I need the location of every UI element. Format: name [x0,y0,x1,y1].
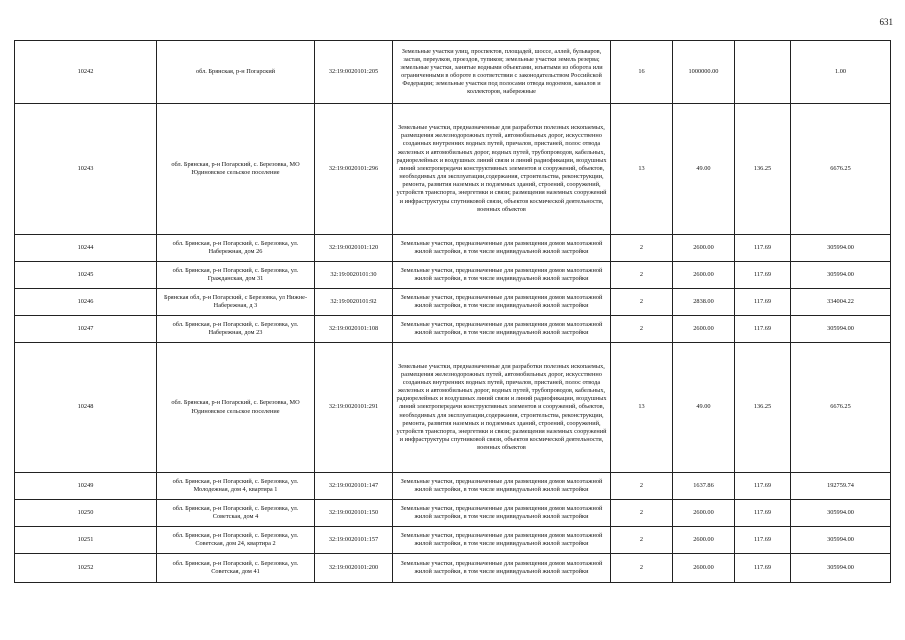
table-row [15,235,891,262]
cadastral-value-cell: 305994.00 [791,527,891,554]
area-cell: 2600.00 [673,262,735,289]
row-number: 10251 [15,527,157,554]
cadastral-number-cell: 32:19:0020101:92 [315,289,393,316]
rate-cell: 117.69 [735,316,791,343]
land-use-cell: Земельные участки, предназначенные для размещения домов малоэтажной жилой застройки, в том числе индивидуальной жилой застройки [393,235,611,262]
rate-cell [735,41,791,104]
land-use-cell: Земельные участки, предназначенные для размещения домов малоэтажной жилой застройки, в том числе индивидуальной жилой застройки [393,289,611,316]
cadastral-number-cell: 32:19:0020101:291 [315,343,393,473]
address-cell: обл. Брянская, р-н Погарский [157,41,315,104]
group-code-cell: 2 [611,500,673,527]
table-row [15,262,891,289]
area-cell: 2600.00 [673,316,735,343]
cadastral-number-cell: 32:19:0020101:30 [315,262,393,289]
rate-cell: 136.25 [735,343,791,473]
area-cell: 1000000.00 [673,41,735,104]
area-cell: 2600.00 [673,500,735,527]
cadastral-value-cell: 1.00 [791,41,891,104]
row-number: 10244 [15,235,157,262]
table-row [15,343,891,473]
group-code-cell: 2 [611,235,673,262]
group-code-cell: 2 [611,473,673,500]
address-cell: обл. Брянская, р-н Погарский, с. Березовка, ул. Набережная, дом 23 [157,316,315,343]
cadastral-value-cell: 6676.25 [791,343,891,473]
cadastral-value-cell: 192759.74 [791,473,891,500]
area-cell: 2838.00 [673,289,735,316]
row-number: 10249 [15,473,157,500]
table-row [15,41,891,104]
row-number: 10250 [15,500,157,527]
land-use-cell: Земельные участки улиц, проспектов, площадей, шоссе, аллей, бульваров, застав, переулков, проездов, тупиков; земельные участки земель резерва; земельные участки, занятые водными объектами, изъятыми из оборота или ограниченными в обороте в соответствии с законодательством Российской Федерации; земельные участки под полосами отвода водоемов, каналов и коллекторов, набережные [393,41,611,104]
address-cell: обл. Брянская, р-н Погарский, с. Березовка, ул. Советская, дом 4 [157,500,315,527]
rate-cell: 117.69 [735,473,791,500]
group-code-cell: 2 [611,554,673,583]
table-row [15,554,891,583]
table-row [15,316,891,343]
cadastral-value-cell: 305994.00 [791,316,891,343]
address-cell: Брянская обл, р-н Погарский, с Березовка, ул Нижне-Набережная, д 3 [157,289,315,316]
group-code-cell: 2 [611,316,673,343]
cadastral-value-cell: 305994.00 [791,262,891,289]
group-code-cell: 13 [611,104,673,235]
rate-cell: 117.69 [735,554,791,583]
page-number: 631 [879,17,893,27]
rate-cell: 117.69 [735,262,791,289]
land-use-cell: Земельные участки, предназначенные для разработки полезных ископаемых, размещения железнодорожных путей, автомобильных дорог, искусственно созданных внутренних водных путей, причалов, пристаней, полос отвода железных и автомобильных дорог, водных путей, трубопроводов, кабельных, радиорелейных и воздушных линий связи и линий радиофикации, воздушных линий электропередачи конструктивных элементов и сооружений, объектов, необходимых для эксплуатации,содержания, строительства, реконструкции, ремонта, развития наземных и подземных зданий, строений, сооружений, устройств транспорта, энергетики и связи; размещения наземных сооружений и инфраструктуры спутниковой связи, объектов космической деятельности, военных объектов [393,104,611,235]
group-code-cell: 2 [611,262,673,289]
cadastral-value-table [14,40,891,583]
address-cell: обл. Брянская, р-н Погарский, с. Березовка, МО Юдиновское сельское поселение [157,104,315,235]
address-cell: обл. Брянская, р-н Погарский, с. Березовка, ул. Советская, дом 41 [157,554,315,583]
area-cell: 1637.86 [673,473,735,500]
table-row [15,104,891,235]
rate-cell: 117.69 [735,527,791,554]
area-cell: 49.00 [673,343,735,473]
rate-cell: 117.69 [735,289,791,316]
cadastral-value-cell: 334004.22 [791,289,891,316]
land-use-cell: Земельные участки, предназначенные для размещения домов малоэтажной жилой застройки, в том числе индивидуальной жилой застройки [393,473,611,500]
row-number: 10248 [15,343,157,473]
row-number: 10247 [15,316,157,343]
cadastral-value-cell: 305994.00 [791,500,891,527]
land-use-cell: Земельные участки, предназначенные для размещения домов малоэтажной жилой застройки, в том числе индивидуальной жилой застройки [393,527,611,554]
cadastral-number-cell: 32:19:0020101:157 [315,527,393,554]
group-code-cell: 16 [611,41,673,104]
land-use-cell: Земельные участки, предназначенные для размещения домов малоэтажной жилой застройки, в том числе индивидуальной жилой застройки [393,554,611,583]
address-cell: обл. Брянская, р-н Погарский, с. Березовка, ул. Гражданская, дом 31 [157,262,315,289]
table-row [15,527,891,554]
cadastral-value-cell: 305994.00 [791,554,891,583]
area-cell: 49.00 [673,104,735,235]
cadastral-number-cell: 32:19:0020101:200 [315,554,393,583]
address-cell: обл. Брянская, р-н Погарский, с. Березовка, ул. Набережная, дом 26 [157,235,315,262]
cadastral-number-cell: 32:19:0020101:150 [315,500,393,527]
address-cell: обл. Брянская, р-н Погарский, с. Березовка, ул. Советская, дом 24, квартира 2 [157,527,315,554]
rate-cell: 117.69 [735,235,791,262]
cadastral-number-cell: 32:19:0020101:147 [315,473,393,500]
area-cell: 2600.00 [673,235,735,262]
row-number: 10242 [15,41,157,104]
group-code-cell: 2 [611,289,673,316]
cadastral-value-cell: 6676.25 [791,104,891,235]
address-cell: обл. Брянская, р-н Погарский, с. Березовка, ул. Молодежная, дом 4, квартира 1 [157,473,315,500]
rate-cell: 136.25 [735,104,791,235]
cadastral-number-cell: 32:19:0020101:120 [315,235,393,262]
cadastral-value-cell: 305994.00 [791,235,891,262]
land-use-cell: Земельные участки, предназначенные для размещения домов малоэтажной жилой застройки, в том числе индивидуальной жилой застройки [393,316,611,343]
land-use-cell: Земельные участки, предназначенные для размещения домов малоэтажной жилой застройки, в том числе индивидуальной жилой застройки [393,262,611,289]
table-row [15,500,891,527]
table-row [15,473,891,500]
land-use-cell: Земельные участки, предназначенные для размещения домов малоэтажной жилой застройки, в том числе индивидуальной жилой застройки [393,500,611,527]
cadastral-number-cell: 32:19:0020101:205 [315,41,393,104]
group-code-cell: 2 [611,527,673,554]
area-cell: 2600.00 [673,527,735,554]
area-cell: 2600.00 [673,554,735,583]
row-number: 10252 [15,554,157,583]
cadastral-number-cell: 32:19:0020101:296 [315,104,393,235]
rate-cell: 117.69 [735,500,791,527]
group-code-cell: 13 [611,343,673,473]
land-use-cell: Земельные участки, предназначенные для разработки полезных ископаемых, размещения железнодорожных путей, автомобильных дорог, искусственно созданных внутренних водных путей, причалов, пристаней, полос отвода железных и автомобильных дорог, водных путей, трубопроводов, кабельных, радиорелейных и воздушных линий связи и линий радиофикации, воздушных линий электропередачи конструктивных элементов и сооружений, объектов, необходимых для эксплуатации,содержания, строительства, реконструкции, ремонта, развития наземных и подземных зданий, строений, сооружений, устройств транспорта, энергетики и связи; размещения наземных сооружений и инфраструктуры спутниковой связи, объектов космической деятельности, военных объектов [393,343,611,473]
cadastral-number-cell: 32:19:0020101:108 [315,316,393,343]
table-row [15,289,891,316]
row-number: 10245 [15,262,157,289]
row-number: 10246 [15,289,157,316]
row-number: 10243 [15,104,157,235]
address-cell: обл. Брянская, р-н Погарский, с. Березовка, МО Юдиновское сельское поселение [157,343,315,473]
